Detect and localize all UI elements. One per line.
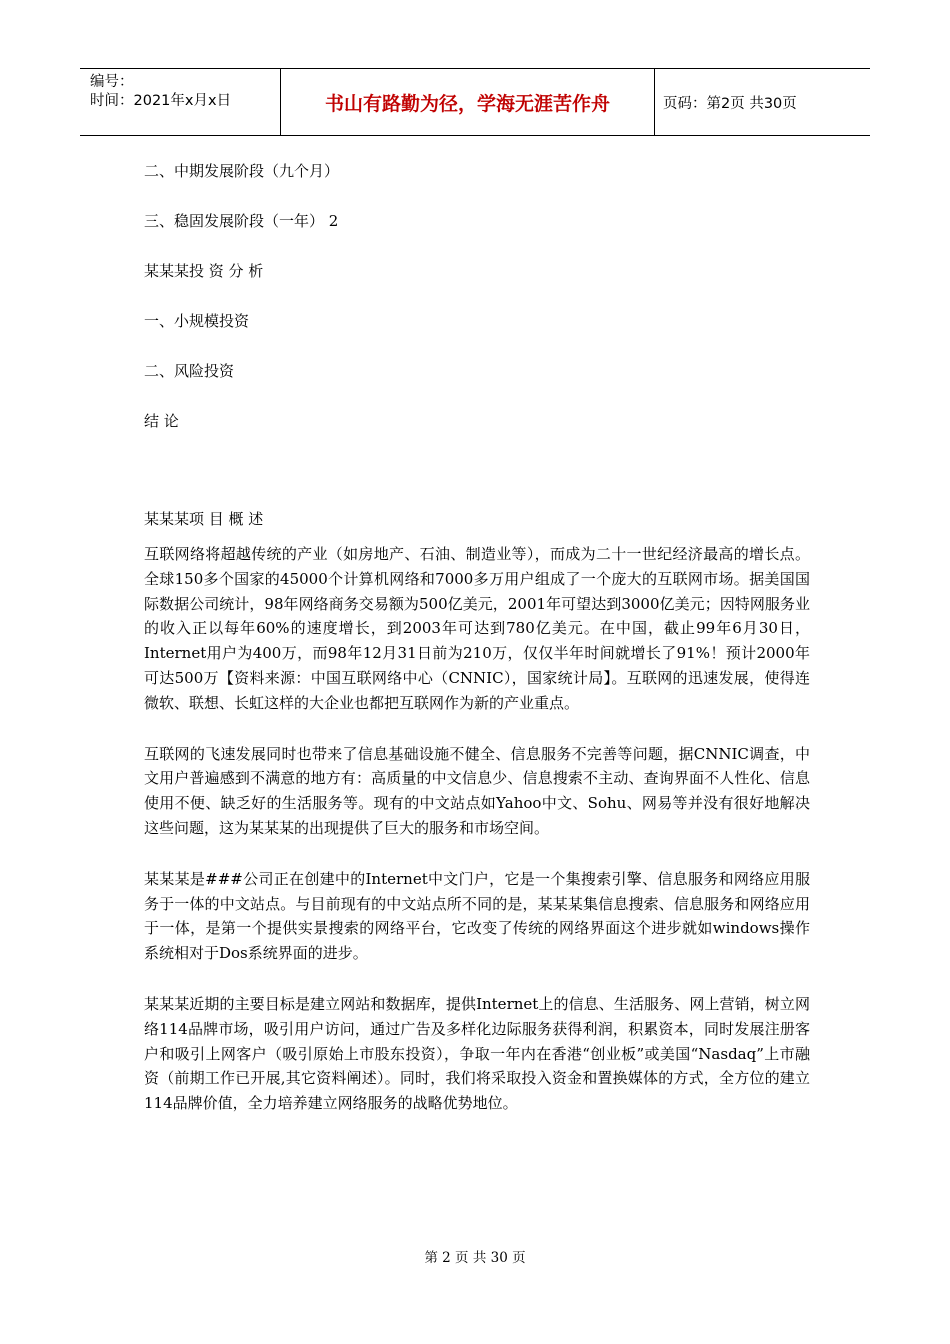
header-motto: 书山有路勤为径，学海无涯苦作舟: [324, 92, 610, 115]
toc-line: 某某某投 资 分 析: [144, 262, 264, 280]
document-body: [144, 150, 810, 1142]
body-paragraph: 某某某是###公司正在创建中的Internet中文门户，它是一个集搜索引擎、信息服务和网络应用服务于一体的中文站点。与目前现有的中文站点所不同的是，某某某集信息搜索、信息服务和网络应用于一体，是第一个提供实景搜索的网络平台，它改变了传统的网络界面这个进步就如windows操作系统相对于Dos系统界面的进步。: [144, 869, 810, 963]
body-paragraph: 互联网络将超越传统的产业（如房地产、石油、制造业等），而成为二十一世纪经济最高的增长点。全球150多个国家的45000个计算机网络和7000多万用户组成了一个庞大的互联网市场。据美国国际数据公司统计，98年网络商务交易额为500亿美元，2001年可望达到3000亿美元；因特网服务业的收入正以每年60%的速度增长，到2003年可达到780亿美元。在中国，截止99年6月30日，Internet用户为400万，而98年12月31日前为210万，仅仅半年时间就增长了91%！预计2000年可达500万【资料来源：中国互联网络中心（CNNIC），国家统计局】。互联网的迅速发展，使得连微软、联想、长虹这样的大企业也都把互联网作为新的产业重点。: [144, 545, 810, 712]
header-page-info: 页码：第2页 共30页: [663, 95, 797, 112]
toc-line: 结 论: [144, 412, 179, 430]
body-paragraph: 某某某近期的主要目标是建立网站和数据库，提供Internet上的信息、生活服务、网上营销，树立网络114品牌市场，吸引用户访问，通过广告及多样化边际服务获得利润，积累资本，同时发展注册客户和吸引上网客户（吸引原始上市股东投资），争取一年内在香港“创业板”或美国“Nasdaq”上市融资（前期工作已开展,其它资料阐述）。同时，我们将采取投入资金和置换媒体的方式，全方位的建立114品牌价值，全力培养建立网络服务的战略优势地位。: [144, 994, 810, 1113]
header-motto-cell: [281, 69, 655, 135]
document-number-label: 编号：: [90, 74, 134, 90]
page-header: [80, 68, 870, 136]
header-page-cell: [655, 69, 870, 135]
toc-line: 三、稳固发展阶段（一年） 2: [144, 212, 339, 230]
toc-line: 二、风险投资: [144, 362, 235, 380]
section-title: 某某某项 目 概 述: [144, 510, 264, 528]
page-footer: 第 2 页 共 30 页: [424, 1250, 526, 1266]
toc-line: 二、中期发展阶段（九个月）: [144, 162, 340, 180]
header-left-cell: [80, 69, 281, 135]
toc-line: 一、小规模投资: [144, 312, 250, 330]
body-paragraph: 互联网的飞速发展同时也带来了信息基础设施不健全、信息服务不完善等问题，据CNNIC调查，中文用户普遍感到不满意的地方有：高质量的中文信息少、信息搜索不主动、查询界面不人性化、信息使用不便、缺乏好的生活服务等。现有的中文站点如Yahoo中文、Sohu、网易等并没有很好地解决这些问题，这为某某某的出现提供了巨大的服务和市场空间。: [144, 744, 810, 837]
document-date: 时间：2021年x月x日: [90, 93, 232, 109]
